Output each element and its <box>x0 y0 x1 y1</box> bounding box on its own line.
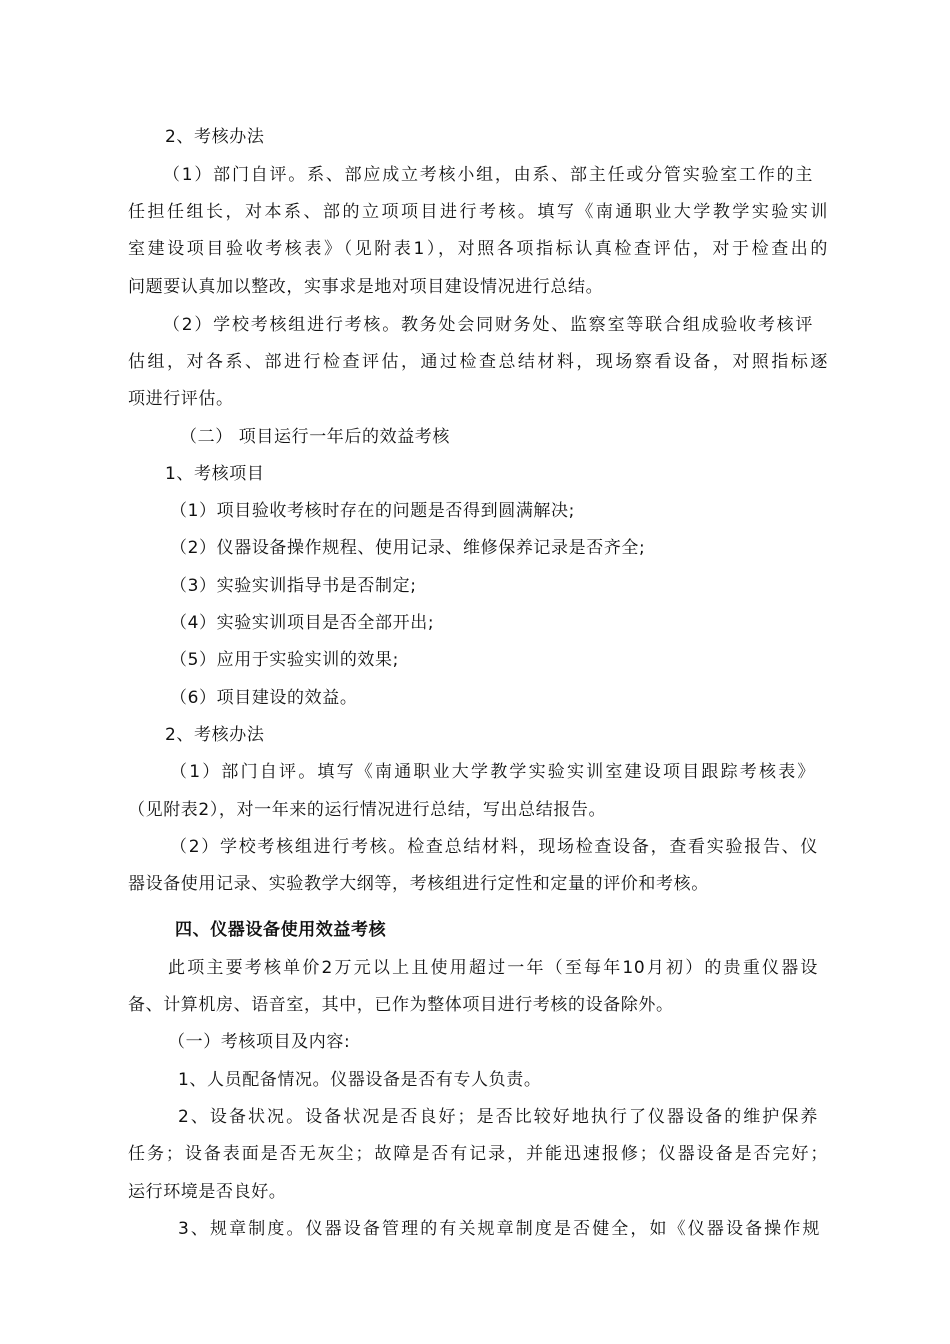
list-item: （2）仪器设备操作规程、使用记录、维修保养记录是否齐全; <box>170 538 646 558</box>
paragraph-line: （1）部门自评。系、部应成立考核小组，由系、部主任或分管实验室工作的主 <box>163 165 813 185</box>
paragraph-line: （2）学校考核组进行考核。教务处会同财务处、监察室等联合组成验收考核评 <box>163 315 813 335</box>
list-item: （1）项目验收考核时存在的问题是否得到圆满解决; <box>170 501 575 521</box>
subsection-heading: （一）考核项目及内容: <box>168 1032 351 1052</box>
chapter-heading: 四、仪器设备使用效益考核 <box>175 920 387 940</box>
paragraph-line: （见附表2），对一年来的运行情况进行总结，写出总结报告。 <box>128 800 607 820</box>
paragraph-line: 估组，对各系、部进行检查评估，通过检查总结材料，现场察看设备，对照指标逐 <box>128 352 828 372</box>
paragraph-line: 任务；设备表面是否无灰尘；故障是否有记录，并能迅速报修；仪器设备是否完好； <box>128 1144 828 1164</box>
list-item: （4）实验实训项目是否全部开出; <box>170 613 435 633</box>
paragraph-line: 2、设备状况。设备状况是否良好；是否比较好地执行了仪器设备的维护保养 <box>178 1107 818 1127</box>
paragraph-line: 备、计算机房、语音室，其中，已作为整体项目进行考核的设备除外。 <box>128 995 674 1015</box>
paragraph-line: 3、规章制度。仪器设备管理的有关规章制度是否健全，如《仪器设备操作规 <box>178 1219 820 1239</box>
paragraph-line: 任担任组长，对本系、部的立项项目进行考核。填写《南通职业大学教学实验实训 <box>128 202 828 222</box>
paragraph-line: 器设备使用记录、实验教学大纲等，考核组进行定性和定量的评价和考核。 <box>128 874 709 894</box>
list-item: （5）应用于实验实训的效果; <box>170 650 399 670</box>
section-heading-assessment-method: 2、考核办法 <box>165 725 265 745</box>
paragraph-line: （2）学校考核组进行考核。检查总结材料，现场检查设备，查看实验报告、仪 <box>170 837 818 857</box>
paragraph-line: 室建设项目验收考核表》（见附表1），对照各项指标认真检查评估，对于检查出的 <box>128 239 828 259</box>
paragraph-line: 运行环境是否良好。 <box>128 1182 287 1202</box>
paragraph-line: 问题要认真加以整改，实事求是地对项目建设情况进行总结。 <box>128 277 604 297</box>
list-item: （6）项目建设的效益。 <box>170 688 358 708</box>
section-heading-assessment-items: 1、考核项目 <box>165 464 265 484</box>
list-item: （3）实验实训指导书是否制定; <box>170 576 417 596</box>
subsection-heading: （二） 项目运行一年后的效益考核 <box>180 427 451 447</box>
paragraph-line: 项进行评估。 <box>128 389 234 409</box>
section-heading-assessment-method: 2、考核办法 <box>165 127 265 147</box>
paragraph-line: 此项主要考核单价2万元以上且使用超过一年（至每年10月初）的贵重仪器设 <box>168 958 818 978</box>
paragraph-line: （1）部门自评。填写《南通职业大学教学实验实训室建设项目跟踪考核表》 <box>170 762 815 782</box>
paragraph-line: 1、人员配备情况。仪器设备是否有专人负责。 <box>178 1070 542 1090</box>
